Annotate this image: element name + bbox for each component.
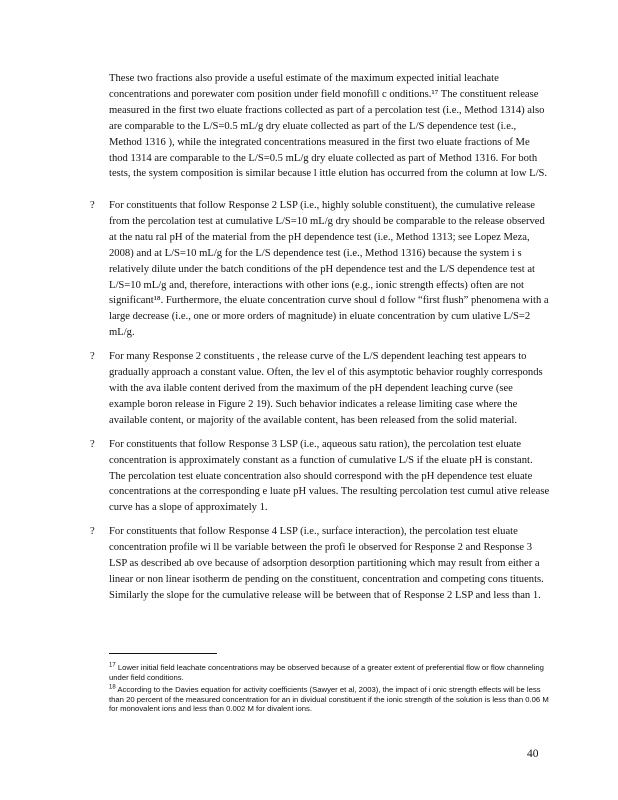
bullet-list — [90, 198, 550, 612]
bullet-text: For constituents that follow Response 4 LSP (i.e., surface interaction), the percolation test eluate concentration profile wi ll be variable between the profi le observed for Response 2 and Response 3 LSP as described ab ove because of adsorption desorption partitioning which may result from either a linear or non linear isotherm de pending on the constituent, concentration and competing cons tituents. Similarly the slope for the cumulative release will be between that of Response 2 LSP and less than 1. — [109, 526, 544, 601]
footnote-number: 18 — [109, 684, 116, 691]
bullet-marker: ? — [90, 438, 95, 450]
footnote-text: According to the Davies equation for activity coefficients (Sawyer et al, 2003), the impact of i onic strength effects will be less than 20 percent of the measured concentration for an in dividual constituent if the ionic strength of the solution is less than 0.06 M for monovalent ions and less than 0.002 M for divalent ions. — [109, 685, 549, 714]
bullet-item — [90, 524, 550, 604]
footnote — [109, 663, 549, 682]
bullet-item — [90, 349, 550, 429]
footnote — [109, 685, 549, 714]
bullet-marker: ? — [90, 200, 95, 211]
bullet-marker: ? — [90, 526, 95, 538]
bullet-text: For constituents that follow Response 2 LSP (i.e., highly soluble constituent), the cumulative release from the percolation test at cumulative L/S=10 mL/g dry should be comparable to the release observed at the natu ral pH of the material from the pH dependence test (i.e., Method 1313; see Lopez Meza, 2008) and at L/S=10 mL/g for the L/S dependence test (i.e., Method 1316) because the system i s relatively dilute under the batch conditions of the pH dependence test and the L/S dependence test at L/S=10 mL/g and, therefore, interactions with other ions (e.g., ionic strength effects) often are not significant¹⁸. Furthermore, the eluate concentration curve shoul d follow “first flush” phenomena with a large decrease (i.e., one or more orders of magnitude) in eluate concentration by cum ulative L/S=2 mL/g. — [109, 200, 549, 339]
bullet-text: For many Response 2 constituents , the release curve of the L/S dependent leaching test appears to gradually approach a constant value. Often, the lev el of this asymptotic behavior roughly corresponds with the ava ilable content derived from the maximum of the pH dependent leaching curve (see example boron release in Figure 2 19). Such behavior indicates a release limiting case where the available content, or majority of the available content, has been released from the solid material. — [109, 351, 543, 426]
bullet-item — [90, 437, 550, 517]
bullet-item — [90, 198, 550, 341]
footnotes — [109, 663, 549, 717]
footnote-number: 17 — [109, 662, 116, 669]
bullet-text: For constituents that follow Response 3 LSP (i.e., aqueous satu ration), the percolation test eluate concentration is approximately constant as a function of cumulative L/S if the eluate pH is constant. The percolation test eluate concentration also should correspond with the pH dependence test eluate concentrations at the corresponding e luate pH values. The resulting percolation test cumul ative release curve has a slope of approximately 1. — [109, 438, 550, 514]
footnote-text: Lower initial field leachate concentrations may be observed because of a greater extent of preferential flow or flow channeling under field conditions. — [109, 663, 544, 682]
intro-paragraph: These two fractions also provide a useful estimate of the maximum expected initial leachate concentrations and porewater com position under field monofill c onditions.¹⁷ The constituent release measured in the first two eluate fractions collected as part of a percolation test (i.e., Method 1314) also are comparable to the L/S=0.5 mL/g dry eluate collected as part of the L/S dependence test (i.e., Method 1316 ), while the integrated concentrations measured in the first two eluate fractions of Me thod 1314 are comparable to the L/S=0.5 mL/g dry eluate collected as part of Method 1316. For both tests, the system composition is similar because l ittle elution has occurred from the column at low L/S. — [109, 73, 548, 180]
bullet-marker: ? — [90, 351, 95, 363]
footnote-divider — [109, 653, 217, 654]
page-number: 40 — [527, 748, 539, 760]
